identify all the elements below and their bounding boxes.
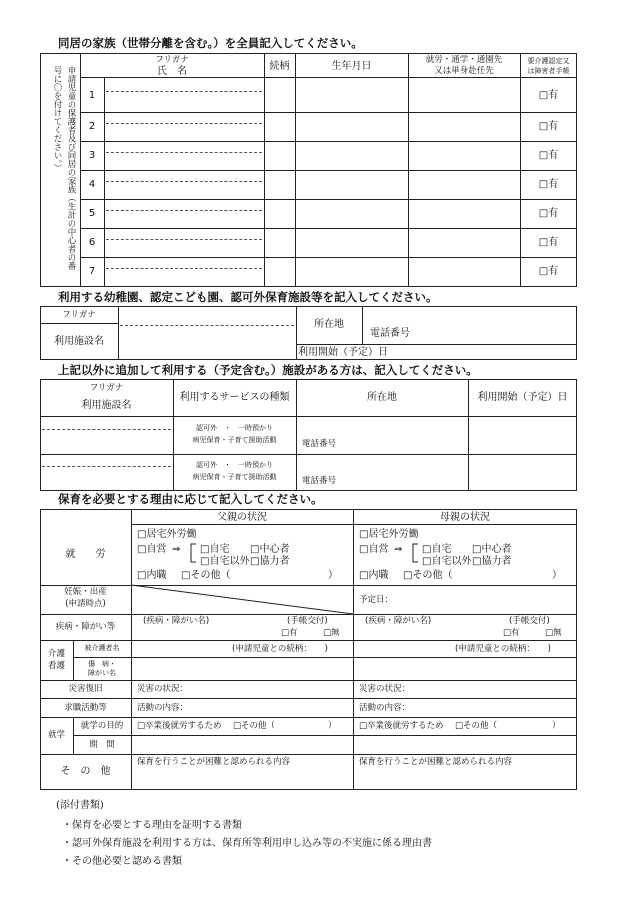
other-content: 保育を行うことが困難と認められる内容 <box>359 757 513 767</box>
disease-label: 傷 病・ <box>88 660 116 668</box>
checkbox-helper[interactable]: □協力者 <box>472 556 512 567</box>
close-paren: ） <box>552 570 562 581</box>
add-start-label: 利用開始（予定）日 <box>477 392 568 403</box>
checkbox-yes[interactable]: □有 <box>503 628 520 638</box>
checkbox-central[interactable]: □中心者 <box>472 544 512 555</box>
checkbox-graduate[interactable]: □卒業後就労するため <box>137 721 222 731</box>
row-number: 2 <box>88 121 96 132</box>
checkbox-school-other[interactable]: □その他（ <box>455 721 498 731</box>
address-label: 所在地 <box>314 319 344 330</box>
checkbox-not-home[interactable]: □自宅以外 <box>200 556 250 567</box>
checkbox-central[interactable]: □中心者 <box>250 544 290 555</box>
col-work-1: 就労・通学・通園先 <box>425 55 503 65</box>
illness-name-label: (疾病・障がい名) <box>365 616 432 626</box>
disease-sublabel: 障がい名 <box>88 669 116 677</box>
disaster-label: 災害復旧 <box>68 684 103 694</box>
service-options: 病児保育・子育て援助活動 <box>192 436 277 444</box>
school-label: 就学 <box>47 730 65 740</box>
col-furigana: フリガナ <box>155 55 189 65</box>
school-purpose-label: 就学の目的 <box>80 721 124 731</box>
checkbox-home[interactable]: □自宅 <box>422 544 452 555</box>
due-date-label: 予定日： <box>359 595 394 605</box>
close-paren: ） <box>552 721 561 731</box>
arrow-icon: ⇒ <box>172 544 181 555</box>
checkbox-home[interactable]: □自宅 <box>200 544 230 555</box>
illness-name-label: (疾病・障がい名) <box>143 616 210 626</box>
work-label: 就 労 <box>65 549 106 560</box>
checkbox-no[interactable]: □無 <box>545 628 562 638</box>
checkbox-helper[interactable]: □協力者 <box>250 556 290 567</box>
activity-content: 活動の内容： <box>359 703 411 713</box>
care-checkbox[interactable]: □有 <box>538 90 559 101</box>
relation-label: (申請児童との続柄： ) <box>455 644 551 654</box>
row-number: 4 <box>88 179 96 190</box>
facility-name-label: 利用施設名 <box>54 336 104 347</box>
close-paren: ） <box>328 721 337 731</box>
checkbox-inner[interactable]: □内職 <box>359 570 389 581</box>
pregnancy-sublabel: (申請時点) <box>65 599 106 609</box>
row-number: 1 <box>88 90 96 101</box>
col-care-1: 要介護認定又 <box>527 57 570 65</box>
attachment-item: ・認可外保育施設を利用する方は、保育所等利用申し込み等の不実施に係る理由書 <box>62 838 432 849</box>
checkbox-other[interactable]: □その他（ <box>403 570 453 581</box>
mother-header: 母親の状況 <box>440 512 490 523</box>
cared-person-label: 被介護者名 <box>84 644 120 652</box>
checkbox-self-employed[interactable]: □自営 <box>359 544 389 555</box>
relation-label: (申請児童との続柄： ) <box>232 644 328 654</box>
close-paren: ） <box>328 570 338 581</box>
checkbox-graduate[interactable]: □卒業後就労するため <box>359 721 444 731</box>
service-options: 認可外 ・ 一時預かり <box>196 424 273 432</box>
attachment-item: ・保育を必要とする理由を証明する書類 <box>62 820 242 831</box>
care-checkbox[interactable]: □有 <box>538 179 559 190</box>
add-phone-label: 電話番号 <box>302 439 337 449</box>
add-phone-label: 電話番号 <box>302 476 337 486</box>
start-date-label: 利用開始（予定）日 <box>298 347 388 358</box>
phone-label: 電話番号 <box>370 328 410 339</box>
section4-title: 保育を必要とする理由に応じて記入してください。 <box>58 492 323 506</box>
service-options: 認可外 ・ 一時預かり <box>196 461 273 469</box>
service-type-label: 利用するサービスの種類 <box>179 392 290 403</box>
care-checkbox[interactable]: □有 <box>538 237 559 248</box>
checkbox-not-home[interactable]: □自宅以外 <box>422 556 472 567</box>
school-period-label: 期 間 <box>89 740 115 750</box>
checkbox-outside-work[interactable]: □居宅外労働 <box>137 529 197 540</box>
checkbox-self-employed[interactable]: □自営 <box>137 544 167 555</box>
job-search-label: 求職活動等 <box>64 703 107 713</box>
other-label: そ の 他 <box>60 766 111 777</box>
care-checkbox[interactable]: □有 <box>538 121 559 132</box>
pregnancy-label: 妊娠・出産 <box>64 587 107 597</box>
checkbox-no[interactable]: □無 <box>323 628 340 638</box>
section1-title: 同居の家族（世帯分離を含む。）を全員記入してください。 <box>58 36 363 50</box>
col-care-2: は障害者手帳 <box>527 67 570 75</box>
care-checkbox[interactable]: □有 <box>538 266 559 277</box>
row-number: 3 <box>88 150 96 161</box>
col-name: 氏 名 <box>157 66 187 77</box>
add-facility-label: 利用施設名 <box>81 400 132 411</box>
disaster-status: 災害の状況： <box>137 684 189 694</box>
section2-title: 利用する幼稚園、認定こども園、認可外保育施設等を記入してください。 <box>58 290 438 304</box>
checkbox-other[interactable]: □その他（ <box>181 570 231 581</box>
arrow-icon: ⇒ <box>394 544 403 555</box>
activity-content: 活動の内容： <box>137 703 189 713</box>
checkbox-school-other[interactable]: □その他（ <box>233 721 276 731</box>
checkbox-inner[interactable]: □内職 <box>137 570 167 581</box>
care-checkbox[interactable]: □有 <box>538 208 559 219</box>
col-work-2: 又は単身赴任先 <box>434 66 494 76</box>
handbook-label: (手帳交付) <box>509 616 550 626</box>
service-options: 病児保育・子育て援助活動 <box>192 473 277 481</box>
illness-label: 疾病・障がい等 <box>55 622 116 632</box>
section3-title: 上記以外に追加して利用する（予定含む。）施設がある方は、記入してください。 <box>58 363 478 377</box>
row-number: 6 <box>88 237 96 248</box>
care-label: 介護 <box>47 649 65 659</box>
nursing-label: 看護 <box>47 661 65 671</box>
col-birthdate: 生年月日 <box>331 61 372 72</box>
checkbox-yes[interactable]: □有 <box>281 628 298 638</box>
attachments-title: (添付書類) <box>56 800 104 811</box>
side-note: 申請児童の保護者及び同居の家族（生計の中心者の番号に〇を付けてください。） <box>52 66 76 270</box>
add-address-label: 所在地 <box>367 392 397 403</box>
col-relation: 続柄 <box>269 61 290 72</box>
row-number: 7 <box>88 266 96 277</box>
disaster-status: 災害の状況： <box>359 684 411 694</box>
care-checkbox[interactable]: □有 <box>538 150 559 161</box>
row-number: 5 <box>88 208 96 219</box>
attachment-item: ・その他必要と認める書類 <box>62 856 182 867</box>
father-header: 父親の状況 <box>217 512 267 523</box>
other-content: 保育を行うことが困難と認められる内容 <box>137 757 291 767</box>
handbook-label: (手帳交付) <box>287 616 328 626</box>
facility-furigana-label: フリガナ <box>62 310 96 320</box>
add-furigana-label: フリガナ <box>89 383 124 393</box>
checkbox-outside-work[interactable]: □居宅外労働 <box>359 529 419 540</box>
